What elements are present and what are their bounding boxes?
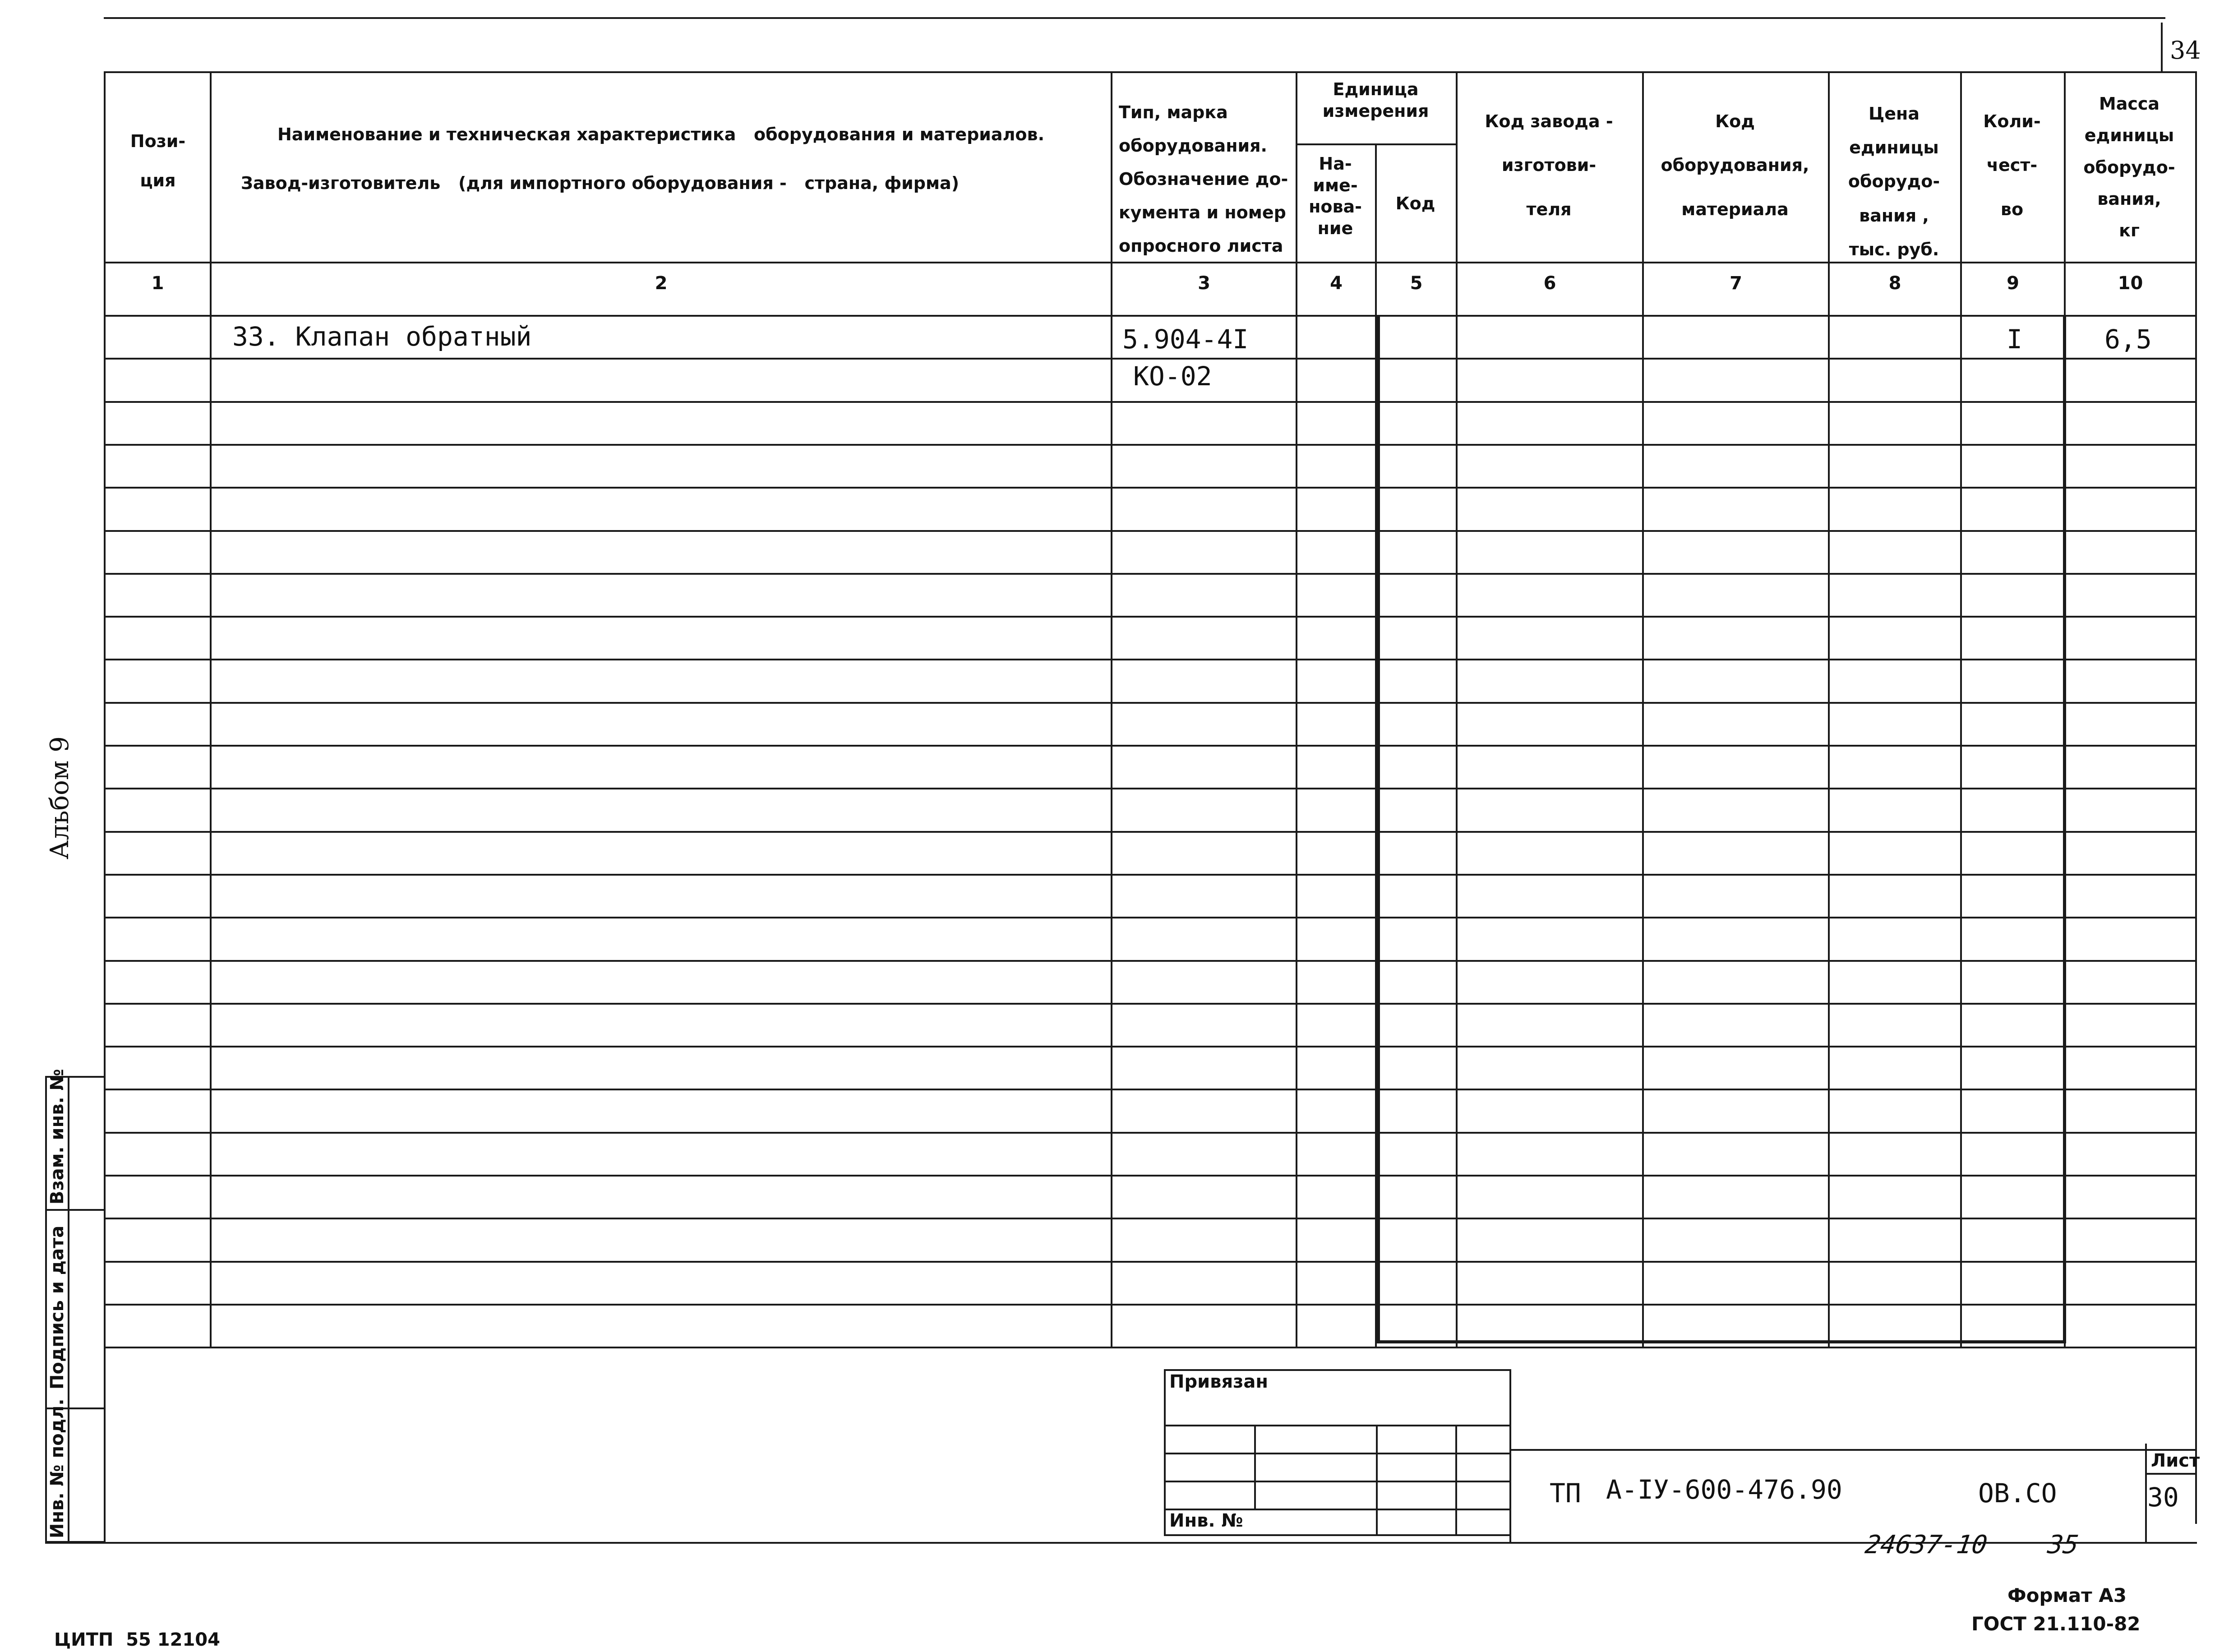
row-line xyxy=(104,917,2197,918)
row-line xyxy=(104,1003,2197,1005)
row-line xyxy=(104,788,2197,789)
privyazan-label: Привязан xyxy=(1169,1371,1269,1392)
header-col2-line1: Наименование и техническая характеристика оборудования и материалов. xyxy=(277,125,1044,144)
row-2-doc: КО-02 xyxy=(1133,361,1212,392)
side-strip-divider xyxy=(68,1076,69,1543)
corner-box-left-line xyxy=(2161,23,2163,72)
row-line xyxy=(104,831,2197,833)
inv-podl-label: Инв. № подл. xyxy=(47,1398,68,1538)
top-frame-line xyxy=(104,17,2165,19)
row-line xyxy=(104,960,2197,962)
col-line-2 xyxy=(1111,71,1112,1348)
body-thick-box xyxy=(1377,316,2066,1343)
row-line xyxy=(104,487,2197,489)
privyazan-sep-2 xyxy=(1164,1453,1511,1454)
table-right-border xyxy=(2195,71,2197,1524)
handwritten-note: 24637-10 35 xyxy=(1863,1530,2081,1560)
row-1-name: 33. Клапан обратный xyxy=(232,321,532,352)
header-col3: Тип, марка оборудования. Обозначение до- кумента и номер опросного листа xyxy=(1119,102,1288,256)
colnum-7: 7 xyxy=(1730,273,1742,294)
row-line xyxy=(104,1089,2197,1090)
colnum-3: 3 xyxy=(1198,273,1210,294)
privyazan-v-2 xyxy=(1376,1425,1378,1536)
row-line xyxy=(104,745,2197,747)
header-col2-line2: Завод-изготовитель (для импортного оборудования - страна, фирма) xyxy=(240,173,960,193)
inv-no-label: Инв. № xyxy=(1169,1510,1243,1531)
header-unit-group: Единица измерения xyxy=(1322,79,1429,121)
header-col7: Код оборудования, материала xyxy=(1661,111,1809,219)
colnum-2: 2 xyxy=(655,273,668,294)
header-col5: Код xyxy=(1395,194,1435,213)
col-line-1 xyxy=(210,71,212,1348)
privyazan-sep-3 xyxy=(1164,1481,1511,1482)
colnum-4: 4 xyxy=(1330,273,1343,294)
header-col8: Цена единицы оборудо- вания , тыс. руб. xyxy=(1848,104,1940,259)
row-1-doc: 5.904-4I xyxy=(1122,324,1249,355)
row-line xyxy=(104,1132,2197,1134)
designation-left-line xyxy=(1509,1449,1511,1542)
row-line xyxy=(104,1175,2197,1177)
album-label: Альбом 9 xyxy=(45,736,74,859)
colnum-8: 8 xyxy=(1888,273,1901,294)
designation-text: А-IУ-600-476.90 xyxy=(1606,1474,1842,1505)
header-col6: Код завода - изготови- теля xyxy=(1485,111,1613,219)
table-top-border xyxy=(104,71,2197,73)
colnum-9: 9 xyxy=(2007,273,2019,294)
row-line xyxy=(104,1218,2197,1219)
gost-label: ГОСТ 21.110-82 xyxy=(1971,1613,2141,1635)
row-line xyxy=(104,874,2197,876)
row-line xyxy=(104,530,2197,532)
designation-code: ОВ.СО xyxy=(1978,1478,2057,1509)
podpis-data-label: Подпись и дата xyxy=(47,1225,68,1389)
designation-top-line xyxy=(1509,1449,2197,1451)
row-line xyxy=(104,659,2197,660)
row-line xyxy=(104,1261,2197,1263)
colnum-6: 6 xyxy=(1543,273,1556,294)
table-body-bottom-line xyxy=(104,1347,2197,1348)
sheet-box-left-line xyxy=(2145,1444,2147,1542)
header-col10: Масса единицы оборудо- вания, кг xyxy=(2083,94,2175,241)
header-col9: Коли- чест- во xyxy=(1983,111,2041,219)
row-1-mass: 6,5 xyxy=(2104,324,2152,355)
privyazan-v-3 xyxy=(1455,1425,1457,1536)
sheet-box-sep xyxy=(2145,1473,2197,1475)
side-strip-sep-1 xyxy=(45,1209,106,1211)
row-line xyxy=(104,1304,2197,1306)
row-line xyxy=(104,444,2197,446)
format-label: Формат А3 xyxy=(2007,1584,2127,1606)
header-col4: На- име- нова- ние xyxy=(1309,154,1362,238)
row-line xyxy=(104,702,2197,704)
ctip-label: ЦИТП 55 12104 xyxy=(54,1629,220,1650)
col-line-3 xyxy=(1296,71,1297,1348)
designation-prefix: ТП xyxy=(1550,1478,1581,1509)
row-line xyxy=(104,573,2197,575)
sheet-number: 30 xyxy=(2147,1482,2179,1513)
colnum-1: 1 xyxy=(151,273,164,294)
colnum-10: 10 xyxy=(2118,273,2143,294)
privyazan-sep-1 xyxy=(1164,1425,1511,1426)
sheet-label: Лист xyxy=(2151,1450,2200,1471)
sheet-corner-number: 34 xyxy=(2170,36,2201,65)
row-line xyxy=(104,401,2197,403)
row-1-qty: I xyxy=(2007,324,2022,355)
privyazan-v-1 xyxy=(1254,1425,1256,1509)
row-line xyxy=(104,358,2197,360)
colnum-5: 5 xyxy=(1410,273,1423,294)
header-col1: Пози- ция xyxy=(130,131,186,191)
row-line xyxy=(104,1046,2197,1047)
row-line xyxy=(104,616,2197,618)
vzam-inv-label: Взам. инв. № xyxy=(47,1069,68,1204)
